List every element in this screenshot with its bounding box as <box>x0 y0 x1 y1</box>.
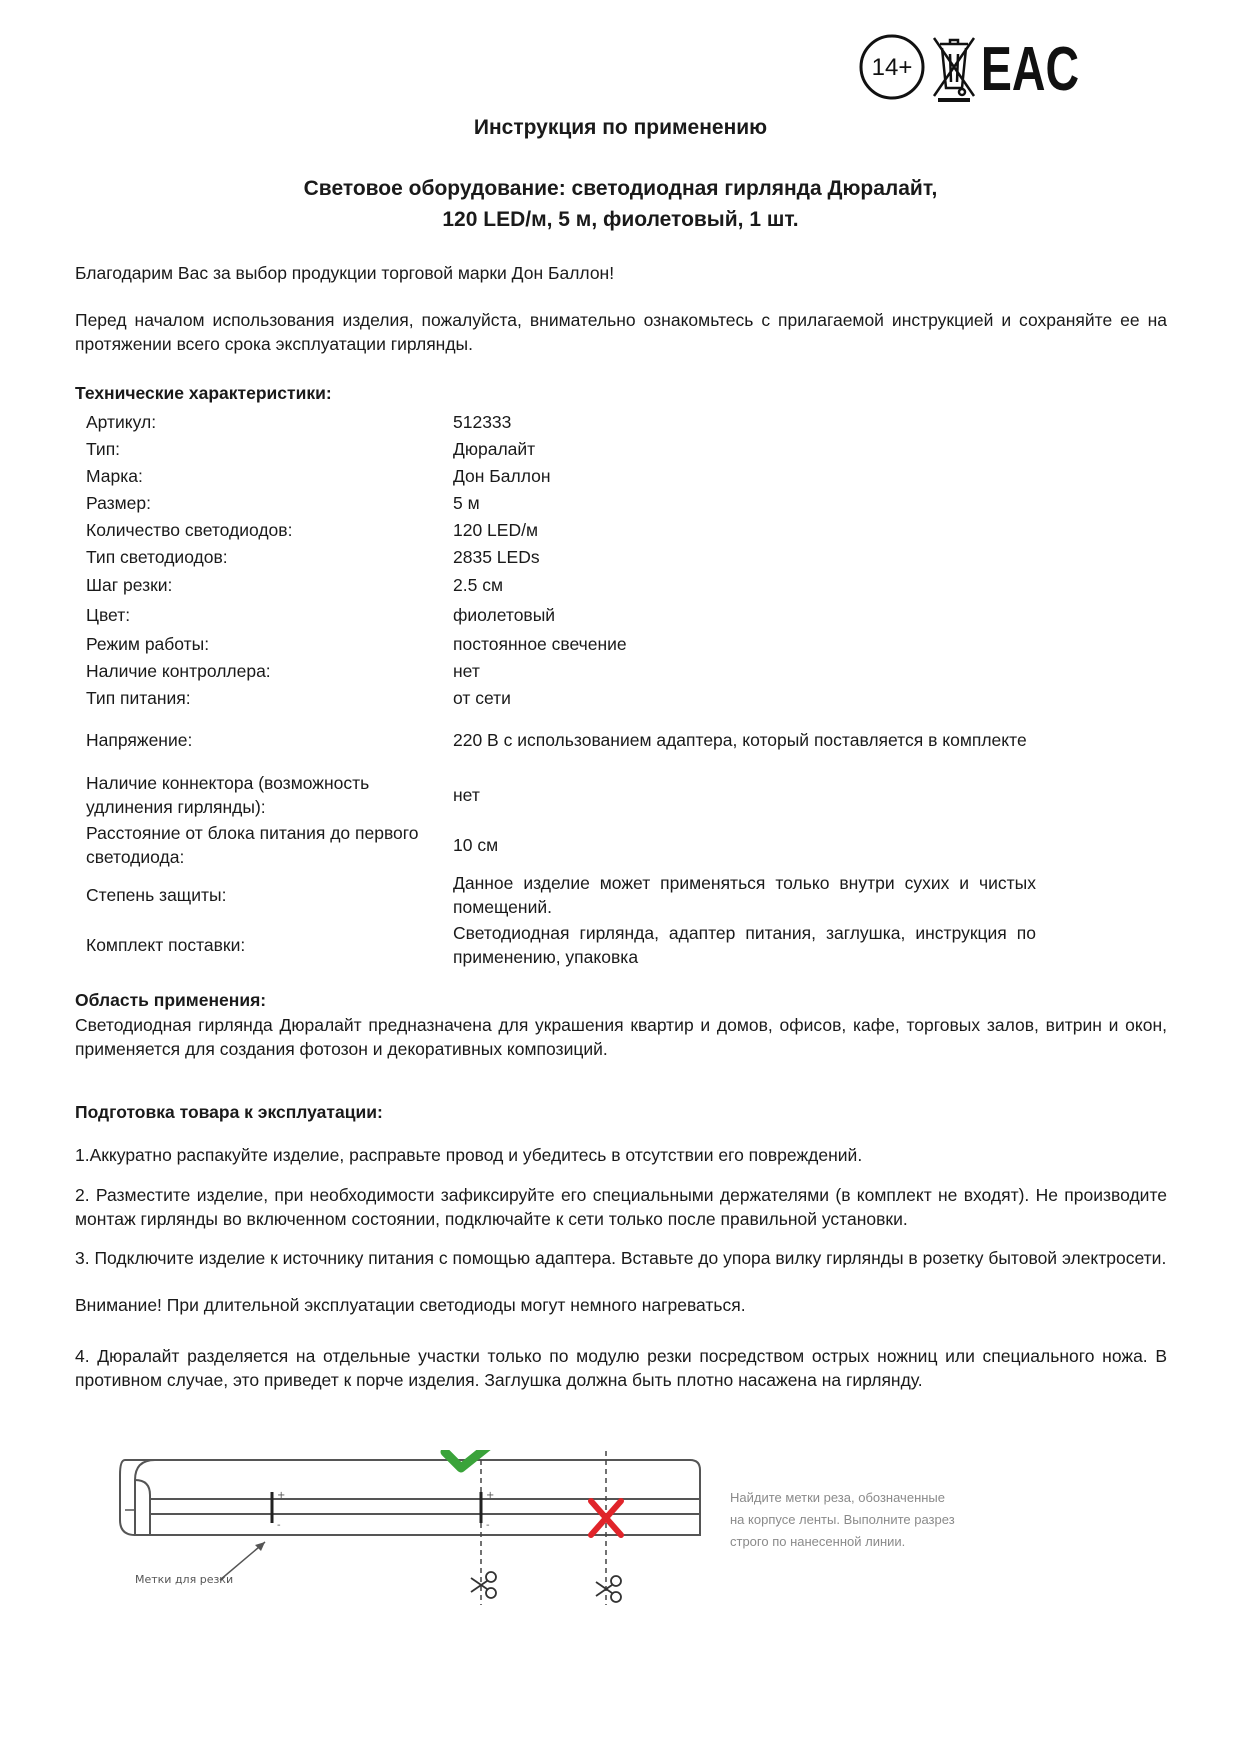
spec-row <box>86 516 1036 543</box>
spec-value: 220 В с использованием адаптера, который поставляется в комплекте <box>453 730 1027 750</box>
spec-value: Дон Баллон <box>453 465 551 486</box>
spec-label: Степень защиты: <box>86 885 227 905</box>
spec-value: 5 м <box>453 492 480 513</box>
step-2: 2. Разместите изделие, при необходимости зафиксируйте его специальными держателями (в комплект не входят). Не производите монтаж гирлянды во включенном состоянии, подключайте к сети только после правильной установки. <box>75 1185 1167 1229</box>
spec-label: Марка: <box>86 465 143 486</box>
cut-instruction-note <box>730 1487 1010 1553</box>
compliance-marks <box>858 30 1080 104</box>
spec-label: Шаг резки: <box>86 575 173 595</box>
cut-note-line: строго по нанесенной линии. <box>730 1534 906 1549</box>
minus-sign: - <box>277 1520 281 1531</box>
scissors-icon <box>471 1572 496 1598</box>
eac-mark-icon <box>981 33 1079 103</box>
spec-value: нет <box>453 784 480 805</box>
spec-row <box>86 657 1036 684</box>
product-title-line1: Световое оборудование: светодиодная гирлянда Дюралайт, <box>303 177 938 200</box>
spec-value: нет <box>453 660 480 681</box>
spec-row <box>86 920 1036 970</box>
spec-row <box>86 600 1036 630</box>
document-title: Инструкция по применению <box>473 116 768 139</box>
spec-row <box>86 408 1036 435</box>
scissors-icon <box>596 1576 621 1602</box>
cut-note-line: Найдите метки реза, обозначенные <box>730 1490 945 1505</box>
marks-pointer <box>135 1542 265 1586</box>
spec-label: Наличие коннектора (возможность удлинения гирлянды): <box>86 772 370 817</box>
spec-label: Размер: <box>86 492 152 513</box>
spec-row <box>86 769 1036 820</box>
thanks-text: Благодарим Вас за выбор продукции торговой марки Дон Баллон! <box>75 263 615 283</box>
spec-row <box>86 630 1036 657</box>
age-rating-badge <box>861 36 923 98</box>
spec-label: Комплект поставки: <box>86 935 246 955</box>
spec-value: 120 LED/м <box>453 519 538 540</box>
spec-label: Артикул: <box>86 411 157 432</box>
specs-heading: Технические характеристики: <box>75 383 332 403</box>
minus-sign: - <box>486 1520 490 1531</box>
product-title-line2: 120 LED/м, 5 м, фиолетовый, 1 шт. <box>442 208 799 231</box>
spec-label: Расстояние от блока питания до первого светодиода: <box>86 823 419 867</box>
spec-value: Дюралайт <box>453 438 536 459</box>
spec-label: Режим работы: <box>86 633 210 654</box>
spec-value: Данное изделие может применяться только внутри сухих и чистых помещений. <box>453 873 1036 917</box>
cut-mark-left <box>272 1490 285 1531</box>
spec-label: Тип: <box>86 438 121 459</box>
plus-sign: + <box>277 1490 286 1501</box>
spec-row <box>86 870 1036 920</box>
step-4: 4. Дюралайт разделяется на отдельные участки только по модулю резки посредством острых ножниц или специального ножа. В противном случае, это приведет к порче изделия. Заглушка должна быть плотно насажена на гирлянду. <box>75 1346 1167 1390</box>
spec-row <box>86 543 1036 570</box>
step-3: 3. Подключите изделие к источнику питания с помощью адаптера. Вставьте до упора вилку гирлянды в розетку бытовой электросети. <box>75 1248 1167 1268</box>
application-heading: Область применения: <box>75 990 267 1010</box>
spec-label: Напряжение: <box>86 730 193 750</box>
spec-value: 2.5 см <box>453 575 503 595</box>
spec-label: Цвет: <box>86 605 131 625</box>
spec-value: Светодиодная гирлянда, адаптер питания, заглушка, инструкция по применению, упаковка <box>453 923 1036 967</box>
spec-value: от сети <box>453 687 511 708</box>
plus-sign: + <box>486 1490 495 1501</box>
spec-value: 10 см <box>453 835 499 855</box>
spec-value: фиолетовый <box>453 605 556 625</box>
spec-row <box>86 462 1036 489</box>
spec-row <box>86 489 1036 516</box>
spec-row <box>86 435 1036 462</box>
weee-bin-icon <box>934 38 974 100</box>
application-text: Светодиодная гирлянда Дюралайт предназначена для украшения квартир и домов, офисов, кафе, торговых залов, витрин и окон, применяется для создания фотозон и декоративных композиций. <box>75 1015 1167 1059</box>
step-1: 1.Аккуратно распакуйте изделие, расправьте провод и убедитесь в отсутствии его повреждений. <box>75 1145 863 1165</box>
spec-label: Наличие контроллера: <box>86 660 271 681</box>
age-rating-text: 14+ <box>871 54 913 81</box>
eac-mark-text: EAC <box>980 33 1080 104</box>
spec-value: 512333 <box>453 411 512 432</box>
specs-table <box>86 408 1036 970</box>
preparation-heading: Подготовка товара к эксплуатации: <box>75 1102 383 1122</box>
spec-row <box>86 820 1036 870</box>
cut-note-line: на корпусе ленты. Выполните разрез <box>730 1512 955 1527</box>
spec-label: Количество светодиодов: <box>86 519 293 540</box>
marks-label: Метки для резки <box>135 1573 234 1586</box>
spec-row <box>86 570 1036 600</box>
spec-value: 2835 LEDs <box>453 546 540 567</box>
product-title <box>160 173 1081 235</box>
intro-note: Перед началом использования изделия, пожалуйста, внимательно ознакомьтесь с прилагаемой инструкцией и сохраняйте ее на протяжении всего срока эксплуатации гирлянды. <box>75 310 1167 354</box>
spec-label: Тип светодиодов: <box>86 546 228 567</box>
spec-value: постоянное свечение <box>453 633 627 654</box>
spec-row <box>86 684 1036 711</box>
warning-text: Внимание! При длительной эксплуатации светодиоды могут немного нагреваться. <box>75 1295 746 1315</box>
spec-label: Тип питания: <box>86 687 191 708</box>
spec-row <box>86 711 1036 769</box>
